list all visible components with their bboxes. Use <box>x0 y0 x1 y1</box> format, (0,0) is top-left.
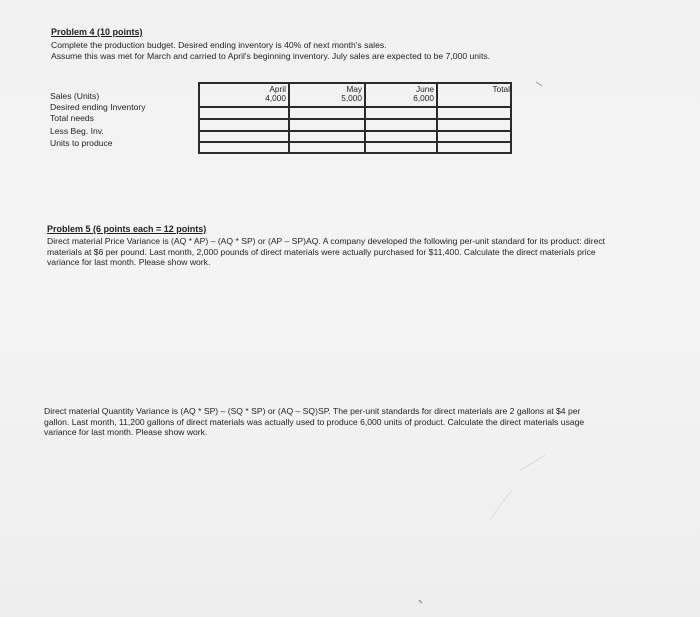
quantity-variance-question: Direct material Quantity Variance is (AQ * SP) – (SQ * SP) or (AQ – SQ)SP. The per-unit standards for direct materials are 2 gallons at $4 per gallon. Last month, 11,200 gallons of direct materials was actually used to produce 6,000 units of product. Calculate the direct materials usage variance for last month. Please show work. <box>44 406 585 437</box>
column-header-june: June <box>416 84 434 94</box>
column-header-may: May <box>346 84 362 94</box>
problem4-title: Problem 4 (10 points) <box>51 27 143 37</box>
price-variance-question: Direct material Price Variance is (AQ * AP) – (AQ * SP) or (AP – SP)AQ. A company developed the following per-unit standard for its product: direct materials at $6 per pound. Last month, 2,000 pounds of direct materials were actually purchased for $11,400. Calculate the direct materials price variance for last month. Please show work. <box>47 236 606 267</box>
cell-june-sales: 6,000 <box>413 93 434 103</box>
row-label-less-beg-inv: Less Beg. Inv. <box>50 126 104 136</box>
column-header-total: Total <box>492 84 510 94</box>
row-label-total-needs: Total needs <box>50 113 94 123</box>
problem4-instruction-1: Complete the production budget. Desired ending inventory is 40% of next month's sales. <box>51 40 387 50</box>
row-label-desired-ending-inventory: Desired ending Inventory <box>50 102 146 112</box>
problem4-instruction-2: Assume this was met for March and carried to April's beginning inventory. July sales are expected to be 7,000 units. <box>51 51 491 61</box>
cell-may-sales: 5,000 <box>341 93 362 103</box>
cell-april-sales: 4,000 <box>265 93 286 103</box>
problem5-title: Problem 5 (6 points each = 12 points) <box>47 224 207 234</box>
row-label-sales: Sales (Units) <box>50 91 100 101</box>
column-header-april: April <box>269 84 286 94</box>
row-label-units-to-produce: Units to produce <box>50 138 113 148</box>
